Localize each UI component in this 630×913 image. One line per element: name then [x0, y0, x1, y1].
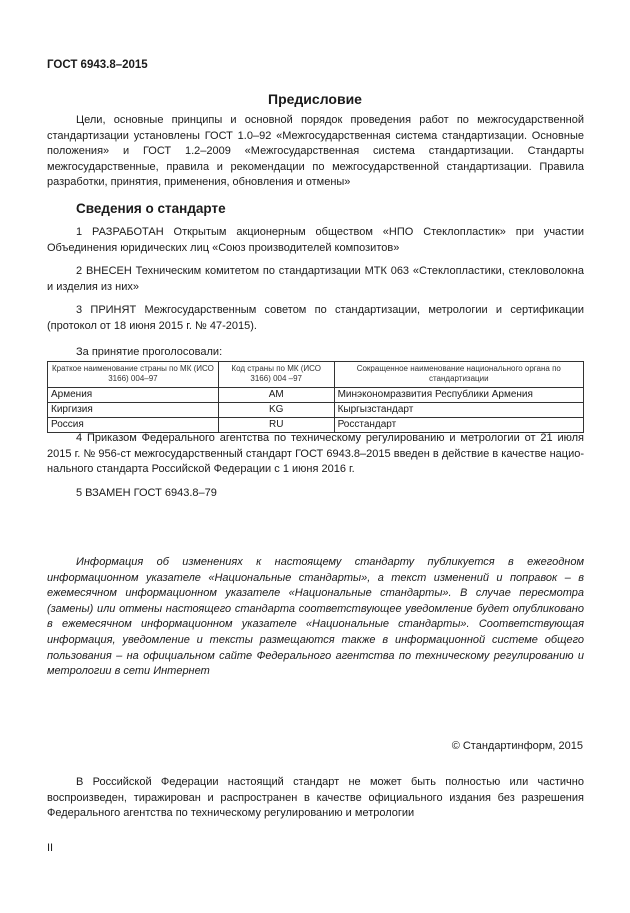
info-item-replaces: 5 ВЗАМЕН ГОСТ 6943.8–79 [76, 487, 217, 499]
copyright: © Стандартинформ, 2015 [451, 740, 583, 752]
header-country-name: Краткое наименование страны по МК (ИСО 3166) 004–97 [48, 362, 219, 388]
info-item-adopted: 3 ПРИНЯТ Межгосударственным советом по стандартизации, метрологии и сертификации (протокол от 18 июня 2015 г. № 47-2015). [47, 304, 584, 332]
info-item-developed: 1 РАЗРАБОТАН Открытым акционерным обществом «НПО Стеклопластик» при участии Объединения юридических лиц «Союз производителей композитов» [47, 226, 584, 254]
cell-body: Минэкономразвития Республики Армения [334, 388, 583, 403]
info-section-title: Сведения о стандарте [76, 201, 226, 216]
info-item-introduced: 2 ВНЕСЕН Техническим комитетом по стандартизации МТК 063 «Стеклопластики, стекловолокна и изделия из них» [47, 265, 584, 293]
cell-country: Армения [48, 388, 219, 403]
voted-label: За принятие проголосовали: [76, 346, 223, 358]
header-country-code: Код страны по МК (ИСО 3166) 004 –97 [218, 362, 334, 388]
preface-text: Цели, основные принципы и основной порядок проведения работ по межгосударственной стандартизации установлены ГОСТ 1.0–92 «Межгосударственная система стандартизации. Основные положения» и ГОСТ 1.2–2009 «Межгосударственная система стандартизации. Стандарты межгосударственные, правила и рекомендации по межгосударственной стандартизации. Правила разработки, принятия, применения, обновления и отмены» [47, 114, 584, 188]
cell-country: Россия [48, 418, 219, 433]
changes-notice: Информация об изменениях к настоящему стандарту публикуется в ежегодном информационном указателе «Национальные стандарты», а текст изменений и поправок – в ежемесячном информационном указателе «Национальные стандарты». В случае пересмотра (замены) или отмены настоящего стандарта соответствующее уведомление будет опубликовано в ежемесячном информационном указателе «Национальные стандарты». Соответствующая информация, уведомление и тексты размещаются также в информационной системе общего пользования – на официальном сайте Федерального агентства по техническому регулированию и метрологии в сети Интернет [47, 556, 584, 678]
voting-table-header [48, 362, 584, 388]
cell-code: RU [218, 418, 334, 433]
preface-title: Предисловие [268, 91, 362, 107]
cell-code: KG [218, 403, 334, 418]
cell-body: Кыргызстандарт [334, 403, 583, 418]
legal-notice: В Российской Федерации настоящий стандарт не может быть полностью или частично воспроизведен, тиражирован и распространен в качестве официального издания без разрешения Федерального агентства по техническому регулированию и метрологии [47, 776, 584, 819]
info-item-enacted: 4 Приказом Федерального агентства по техническому регулированию и метрологии от 21 июля 2015 г. № 956-ст межгосударственный стандарт ГОСТ 6943.8–2015 введен в действие в качестве нацио-нального стандарта Российской Федерации с 1 июня 2016 г. [47, 432, 584, 475]
table-row [48, 403, 584, 418]
cell-country: Киргизия [48, 403, 219, 418]
cell-code: AM [218, 388, 334, 403]
document-id: ГОСТ 6943.8–2015 [47, 59, 148, 71]
page-number: II [47, 842, 54, 854]
header-national-body: Сокращенное наименование национального органа по стандартизации [334, 362, 583, 388]
cell-body: Росстандарт [334, 418, 583, 433]
table-row [48, 388, 584, 403]
voting-table [47, 361, 584, 433]
